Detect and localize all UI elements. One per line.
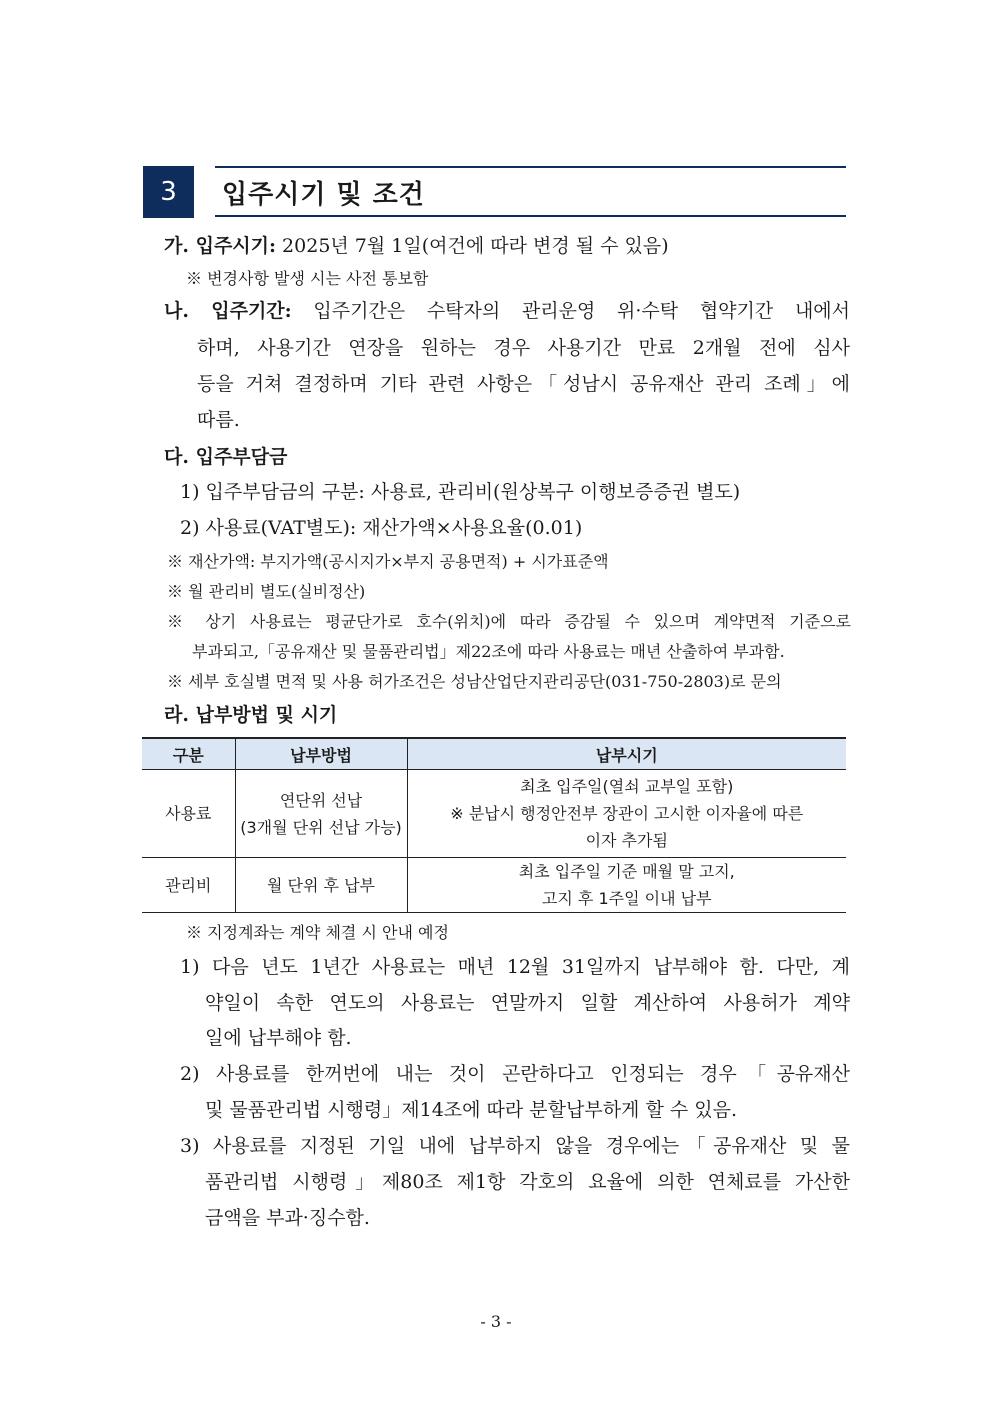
table-header-method: 납부방법 [235,738,407,770]
da-note-3a: ※ 상기 사용료는 평균단가로 호수(위치)에 따라 증감될 수 있으며 계약면적 기준으로 [167,612,851,631]
table-header-time: 납부시기 [407,738,846,770]
table-cell-type: 관리비 [142,858,235,913]
time-line: ※ 분납시 행정안전부 장관이 고시한 이자율에 따른 [450,804,804,823]
ra-item-1a: 1) 다음 년도 1년간 사용료는 매년 12월 31일까지 납부해야 함. 다만, 계 [180,956,850,978]
table-cell-time [407,858,846,913]
section-rule-bottom [215,215,846,217]
payment-table [142,737,846,913]
da-item-1: 1) 입주부담금의 구분: 사용료, 관리비(원상복구 이행보증증권 별도) [180,481,741,503]
na-label: 나. 입주기간: [164,300,292,322]
ra-item-2a: 2) 사용료를 한꺼번에 내는 것이 곤란하다고 인정되는 경우「공유재산 [180,1063,850,1085]
na-line-2: 하며, 사용기간 연장을 원하는 경우 사용기간 만료 2개월 전에 심사 [197,337,850,359]
time-line: 고지 후 1주일 이내 납부 [541,889,712,908]
method-line: (3개월 단위 선납 가능) [240,817,402,837]
time-line: 최초 입주일(열쇠 교부일 포함) [520,777,734,796]
ra-item-1c: 일에 납부해야 함. [205,1027,352,1049]
na-text-1: 입주기간은 수탁자의 관리운영 위·수탁 협약기간 내에서 [291,300,851,322]
section-title: 입주시기 및 조건 [222,180,425,210]
na-line-1 [164,296,850,323]
ra-item-3b: 품관리법 시행령」제80조 제1항 각호의 요율에 의한 연체료를 가산한 [205,1171,850,1193]
ra-item-2b: 및 물품관리법 시행령」제14조에 따라 분할납부하게 할 수 있음. [205,1099,737,1121]
da-note-2: ※ 월 관리비 별도(실비정산) [167,582,366,601]
ra-item-3a: 3) 사용료를 지정된 기일 내에 납부하지 않을 경우에는「공유재산 및 물 [180,1135,850,1157]
da-item-2: 2) 사용료(VAT별도): 재산가액×사용요율(0.01) [180,517,583,539]
table-header-type: 구분 [142,738,235,770]
section-number-badge: 3 [143,166,194,218]
da-note-1: ※ 재산가액: 부지가액(공시지가×부지 공용면적) + 시가표준액 [167,552,609,571]
table-cell-method: 월 단위 후 납부 [235,858,407,913]
ga-line [164,231,669,258]
ra-item-1b: 약일이 속한 연도의 사용료는 연말까지 일할 계산하여 사용허가 계약 [205,992,850,1014]
page-number: - 3 - [480,1312,512,1331]
table-cell-method [235,770,407,858]
time-line: 이자 추가됨 [585,831,668,850]
table-row [142,858,846,913]
ra-note: ※ 지정계좌는 계약 체결 시 안내 예정 [186,923,449,942]
da-note-3b: 부과되고,「공유재산 및 물품관리법」제22조에 따라 사용료는 매년 산출하여 부과함. [192,642,785,661]
table-header-row [142,738,846,770]
table-cell-type: 사용료 [142,770,235,858]
table-cell-time [407,770,846,858]
ga-text: 2025년 7월 1일(여건에 따라 변경 될 수 있음) [276,235,669,257]
da-heading: 다. 입주부담금 [164,446,288,468]
da-note-4: ※ 세부 호실별 면적 및 사용 허가조건은 성남산업단지관리공단(031-750-2803)로 문의 [167,672,782,691]
ga-note: ※ 변경사항 발생 시는 사전 통보함 [186,269,429,288]
na-line-4: 따름. [197,409,240,431]
ga-label: 가. 입주시기: [164,235,277,257]
table-row [142,770,846,858]
time-line: 최초 입주일 기준 매월 말 고지, [518,862,735,881]
ra-item-3c: 금액을 부과·징수함. [205,1207,370,1229]
section-rule-top [215,166,846,168]
na-line-3: 등을 거쳐 결정하며 기타 관련 사항은「성남시 공유재산 관리 조례」에 [197,373,850,395]
method-line: 연단위 선납 [279,790,363,810]
ra-heading: 라. 납부방법 및 시기 [164,704,338,726]
